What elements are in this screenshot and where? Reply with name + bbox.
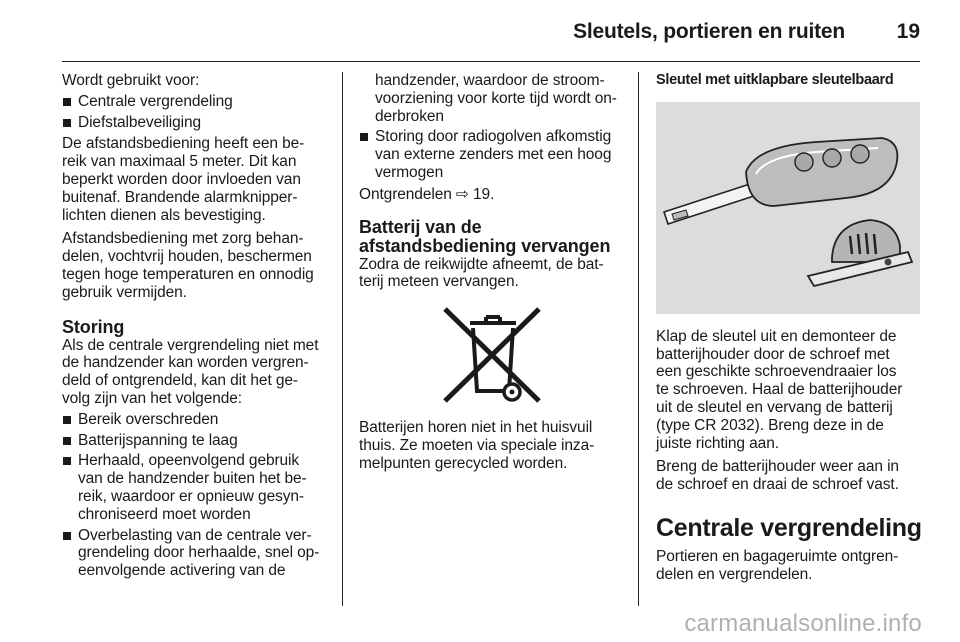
bullet-icon <box>63 437 71 445</box>
reinstall-paragraph: Breng de batterijhouder weer aan in de schroef en draai de schroef vast. <box>656 458 899 494</box>
list-item: Herhaald, opeenvolgend gebruik van de handzender buiten het be- reik, waardoor er opnieuw gesyn- chroniseerd moet worden <box>62 452 330 523</box>
bullet-icon <box>63 457 71 465</box>
battery-paragraph: Zodra de reikwijdte afneemt, de bat- terij meteen vervangen. <box>359 255 604 291</box>
list-item: Batterijspanning te laag <box>62 432 330 450</box>
disposal-paragraph: Batterijen horen niet in het huisvuil thuis. Ze moeten via speciale inza- melpunten gerecycled worden. <box>359 419 595 472</box>
flip-key-battery-holder-illustration <box>656 102 920 314</box>
watermark: carmanualsonline.info <box>684 610 922 637</box>
continued-list-item: handzender, waardoor de stroom- voorziening voor korte tijd wordt on- derbroken <box>375 72 617 125</box>
key-illustration-icon <box>656 102 920 314</box>
key-paragraph: Klap de sleutel uit en demonteer de batterijhouder door de schroef met een geschikte schroevendraaier los te schroeven. Haal de batterijhouder uit de sleutel en vervang de batterij (type CR 2032). Breng deze in de juiste richting aan. <box>656 327 903 452</box>
bullet-icon <box>63 416 71 424</box>
column-middle <box>359 72 625 479</box>
column-divider <box>638 72 639 606</box>
uses-list <box>62 93 330 132</box>
unlock-reference: Ontgrendelen ⇨ 19. <box>359 185 495 203</box>
causes-list <box>62 411 330 580</box>
bullet-icon <box>63 119 71 127</box>
list-item: Overbelasting van de centrale ver- grendeling door herhaalde, snel op- eenvolgende activering van de <box>62 527 330 580</box>
bullet-icon <box>63 532 71 540</box>
list-item: Diefstalbeveiliging <box>62 114 330 132</box>
column-right <box>656 72 922 590</box>
page-header <box>62 0 920 62</box>
crossed-out-wheelie-bin-icon <box>437 303 547 405</box>
bullet-icon <box>63 98 71 106</box>
fault-paragraph: Als de centrale vergrendeling niet met de handzender kan worden vergren- deld of ontgrendeld, kan dit het ge- volg zijn van het volgende: <box>62 336 319 407</box>
bullet-icon <box>360 133 368 141</box>
key-heading: Sleutel met uitklapbare sleutelbaard <box>656 72 894 88</box>
column-divider <box>342 72 343 606</box>
causes-list-continued <box>359 128 625 181</box>
weee-symbol <box>359 303 625 405</box>
fault-heading: Storing <box>62 316 125 337</box>
intro-text: Wordt gebruikt voor: <box>62 72 200 89</box>
list-item: Centrale vergrendeling <box>62 93 330 111</box>
list-item: Storing door radiogolven afkomstig van externe zenders met een hoog vermogen <box>359 128 625 181</box>
page-title: Sleutels, portieren en ruiten <box>573 20 845 43</box>
central-locking-paragraph: Portieren en bagageruimte ontgren- delen en vergrendelen. <box>656 547 899 583</box>
central-locking-heading: Centrale vergrendeling <box>656 513 922 542</box>
battery-heading: Batterij van de afstandsbediening vervangen <box>359 216 611 256</box>
care-paragraph: Afstandsbediening met zorg behan- delen, vochtvrij houden, beschermen tegen hoge temperaturen en onnodig gebruik vermijden. <box>62 230 314 301</box>
page-number: 19 <box>896 20 920 43</box>
list-item: Bereik overschreden <box>62 411 330 429</box>
column-left <box>62 72 330 584</box>
range-paragraph: De afstandsbediening heeft een be- reik van maximaal 5 meter. Dit kan beperkt worden door invloeden van buitenaf. Brandende alarmknipper- lichten dienen als bevestiging. <box>62 135 305 224</box>
